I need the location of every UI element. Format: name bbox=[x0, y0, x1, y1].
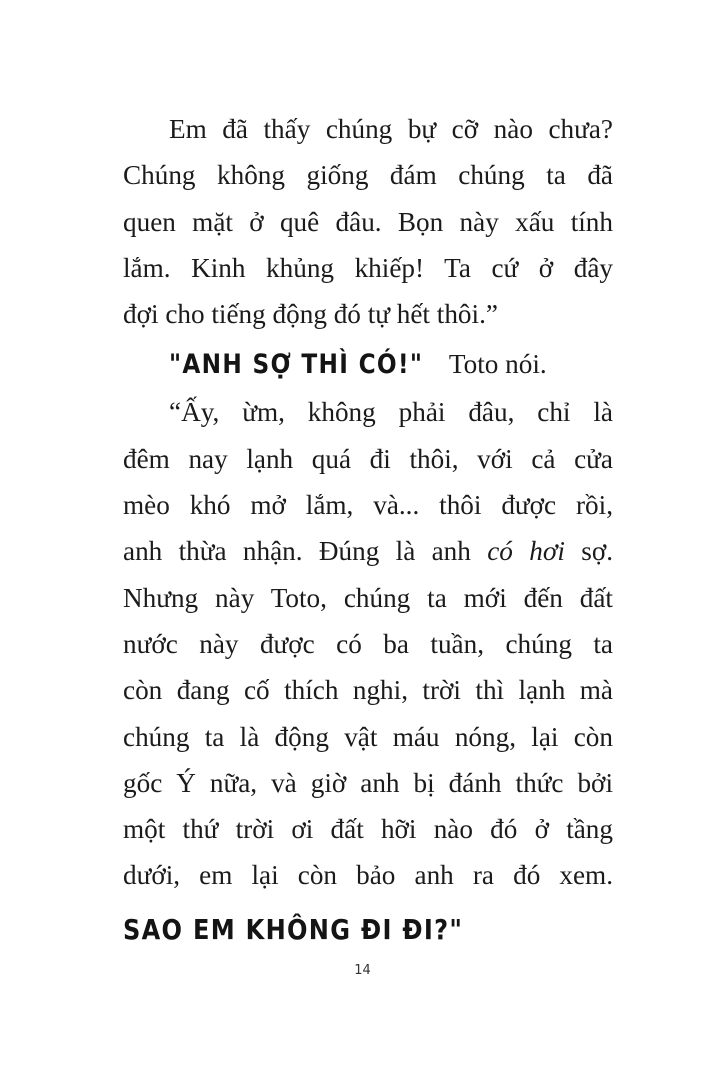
text-segment: anh thừa nhận. Đúng là anh bbox=[123, 536, 488, 567]
shout-text: "ANH SỢ THÌ CÓ!" bbox=[169, 349, 424, 381]
text-line bbox=[123, 528, 613, 574]
text-line: Chúng không giống đám chúng ta đã bbox=[123, 160, 613, 191]
text-segment: sợ. bbox=[564, 536, 613, 567]
text-line: “Ấy, ừm, không phải đâu, chỉ là bbox=[169, 397, 613, 428]
text-line: còn đang cố thích nghi, trời thì lạnh mà bbox=[123, 675, 613, 706]
text-line: mèo khó mở lắm, và... thôi được rồi, bbox=[123, 490, 613, 521]
page-body bbox=[123, 106, 613, 955]
text-line: một thứ trời ơi đất hỡi nào đó ở tầng bbox=[123, 814, 613, 845]
text-line: gốc Ý nữa, và giờ anh bị đánh thức bởi bbox=[123, 767, 613, 798]
dialogue-tag: Toto nói. bbox=[442, 349, 547, 380]
shout-line bbox=[123, 905, 613, 955]
shout-text: SAO EM KHÔNG ĐI ĐI?" bbox=[123, 912, 464, 946]
text-line: dưới, em lại còn bảo anh ra đó xem. bbox=[123, 860, 613, 891]
italic-text: có hơi bbox=[487, 536, 565, 567]
text-line: đợi cho tiếng động đó tự hết thôi.” bbox=[123, 299, 498, 330]
text-line: lắm. Kinh khủng khiếp! Ta cứ ở đây bbox=[123, 252, 613, 283]
page-number: 14 bbox=[354, 963, 371, 978]
text-line: quen mặt ở quê đâu. Bọn này xấu tính bbox=[123, 206, 613, 237]
text-line: nước này được có ba tuần, chúng ta bbox=[123, 628, 613, 659]
text-line: Nhưng này Toto, chúng ta mới đến đất bbox=[123, 582, 613, 613]
shout-line bbox=[123, 339, 613, 389]
text-line: chúng ta là động vật máu nóng, lại còn bbox=[123, 721, 613, 752]
text-line: đêm nay lạnh quá đi thôi, với cả cửa bbox=[123, 443, 613, 474]
text-line: Em đã thấy chúng bự cỡ nào chưa? bbox=[169, 114, 613, 144]
